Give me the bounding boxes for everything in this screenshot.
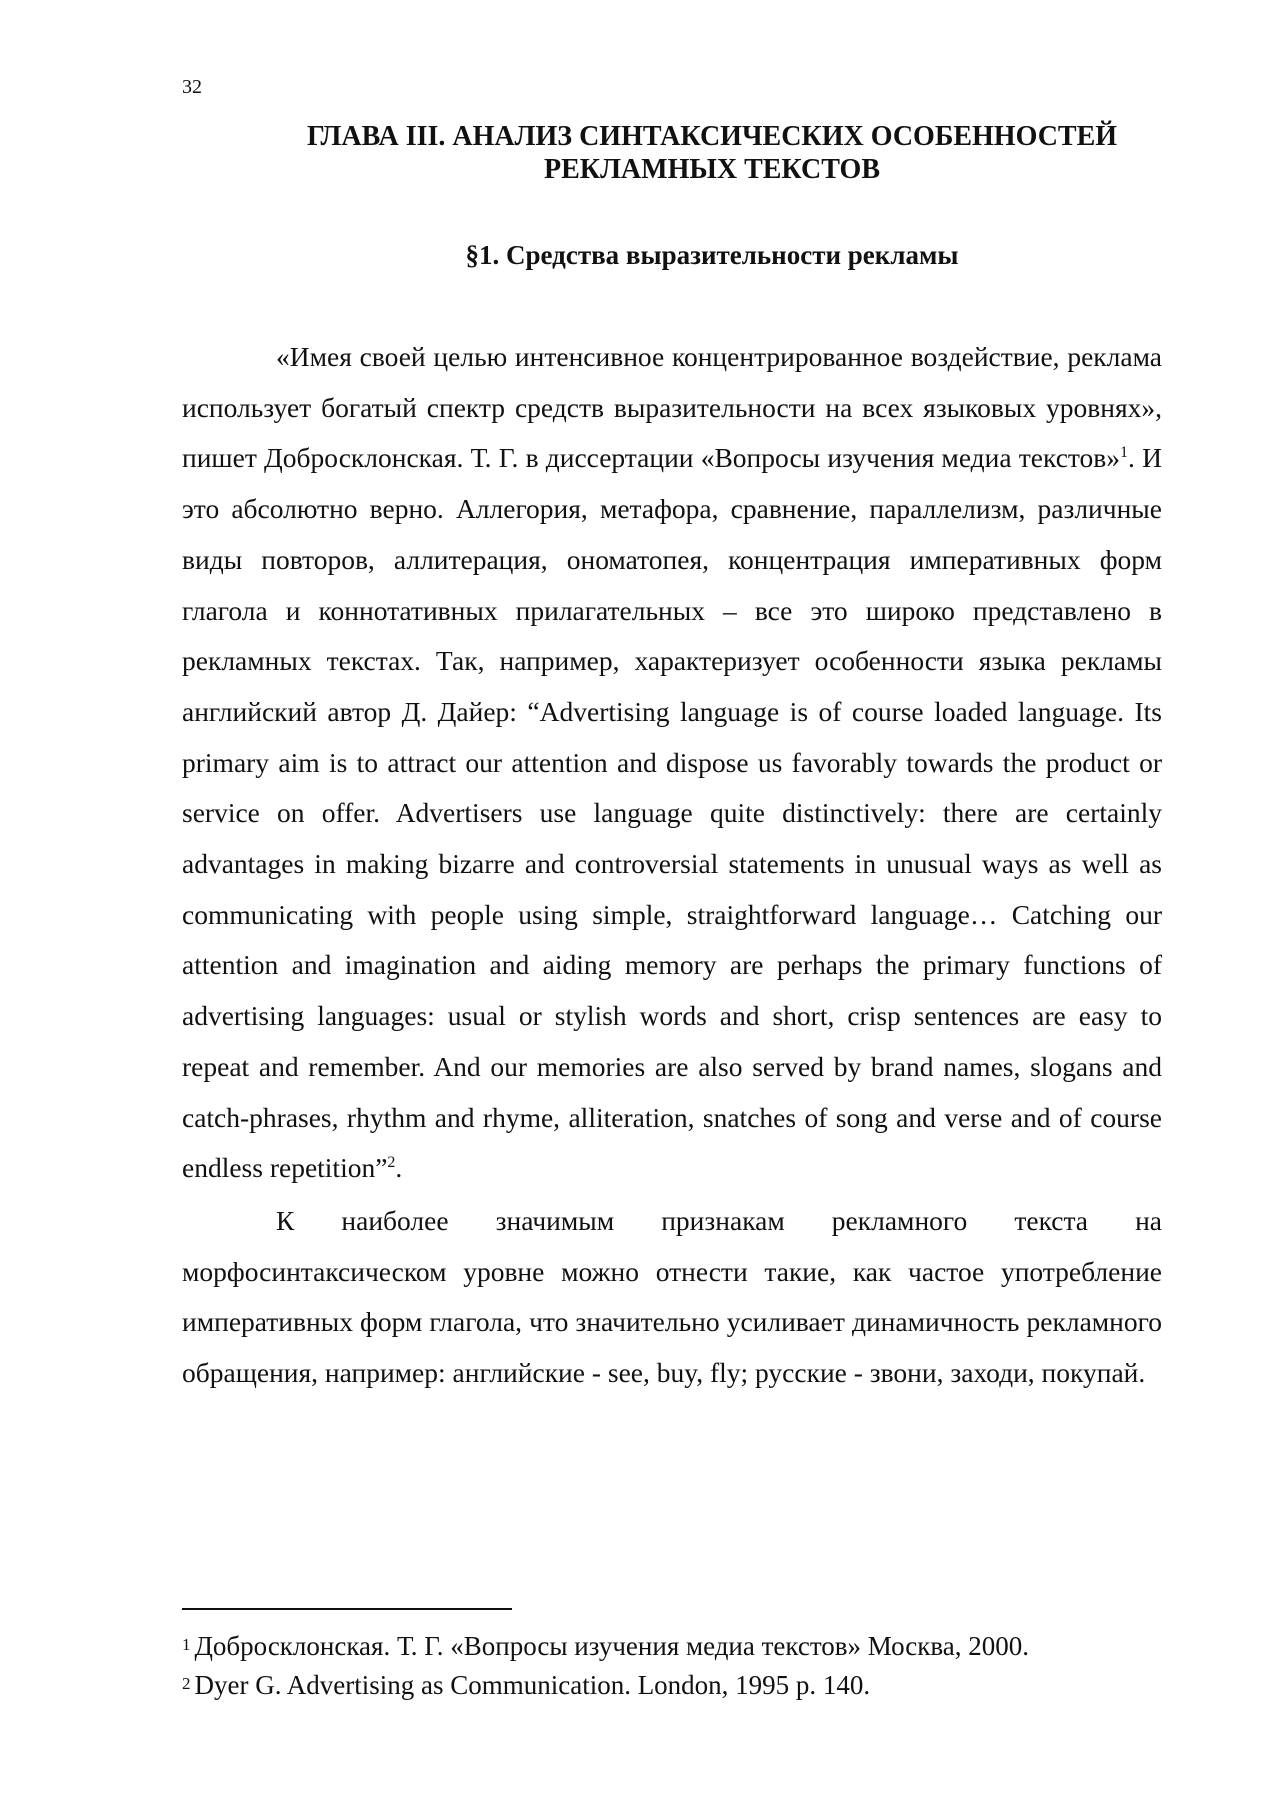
page-number: 32	[182, 76, 202, 98]
section-title: §1. Средства выразительности рекламы	[465, 240, 959, 270]
chapter-title	[182, 120, 1182, 186]
footnote-2	[182, 1665, 1182, 1704]
footnote-1-mark: 1	[182, 1635, 191, 1654]
chapter-title-line-1: ГЛАВА III. АНАЛИЗ СИНТАКСИЧЕСКИХ ОСОБЕННОСТЕЙ	[306, 121, 1118, 152]
paragraph-1-part-1: «Имея своей целью интенсивное концентрированное воздействие, реклама использует богатый спектр средств выразительности на всех языковых уровнях», пишет Добросклонская. Т. Г. в диссертации «Вопросы изучения медиа текстов»	[182, 341, 1162, 474]
footnotes	[182, 1626, 1182, 1704]
footnote-2-text: Dyer G. Advertising as Communication. London, 1995 p. 140.	[194, 1670, 871, 1700]
paragraph-2: К наиболее значимым признакам рекламного текста на морфосинтаксическом уровне можно отнести такие, как частое употребление императивных форм глагола, что значительно усиливает динамичность рекламного обращения, например: английские - see, buy, fly; русские - звони, заходи, покупай.	[182, 1204, 1162, 1389]
paragraph-1	[182, 332, 1162, 1194]
footnote-ref-1: 1	[1120, 444, 1129, 462]
body-text	[182, 332, 1162, 1399]
footnote-ref-2: 2	[387, 1154, 396, 1172]
chapter-title-line-2: РЕКЛАМНЫХ ТЕКСТОВ	[543, 154, 881, 185]
footnote-1-text: Добросклонская. Т. Г. «Вопросы изучения медиа текстов» Москва, 2000.	[194, 1631, 1030, 1661]
footnote-separator	[182, 1608, 512, 1610]
footnote-1	[182, 1626, 1182, 1665]
paragraph-1-part-2: . И это абсолютно верно. Аллегория, метафора, сравнение, параллелизм, различные виды повторов, аллитерация, ономатопея, концентрация императивных форм глагола и коннотативных прилагательных – все это широко представлено в рекламных текстах. Так, например, характеризует особенности языка рекламы английский автор Д. Дайер: “Advertising language is of course loaded language. Its primary aim is to attract our attention and dispose us favorably towards the product or service on offer. Advertisers use language quite distinctively: there are certainly advantages in making bizarre and controversial statements in unusual ways as well as communicating with people using simple, straightforward language… Catching our attention and imagination and aiding memory are perhaps the primary functions of advertising languages: usual or stylish words and short, crisp sentences are easy to repeat and remember. And our memories are also served by brand names, slogans and catch-phrases, rhythm and rhyme, alliteration, snatches of song and verse and of course endless repetition”	[182, 442, 1162, 1184]
paragraph-1-end: .	[395, 1152, 403, 1184]
footnote-2-mark: 2	[182, 1674, 191, 1693]
